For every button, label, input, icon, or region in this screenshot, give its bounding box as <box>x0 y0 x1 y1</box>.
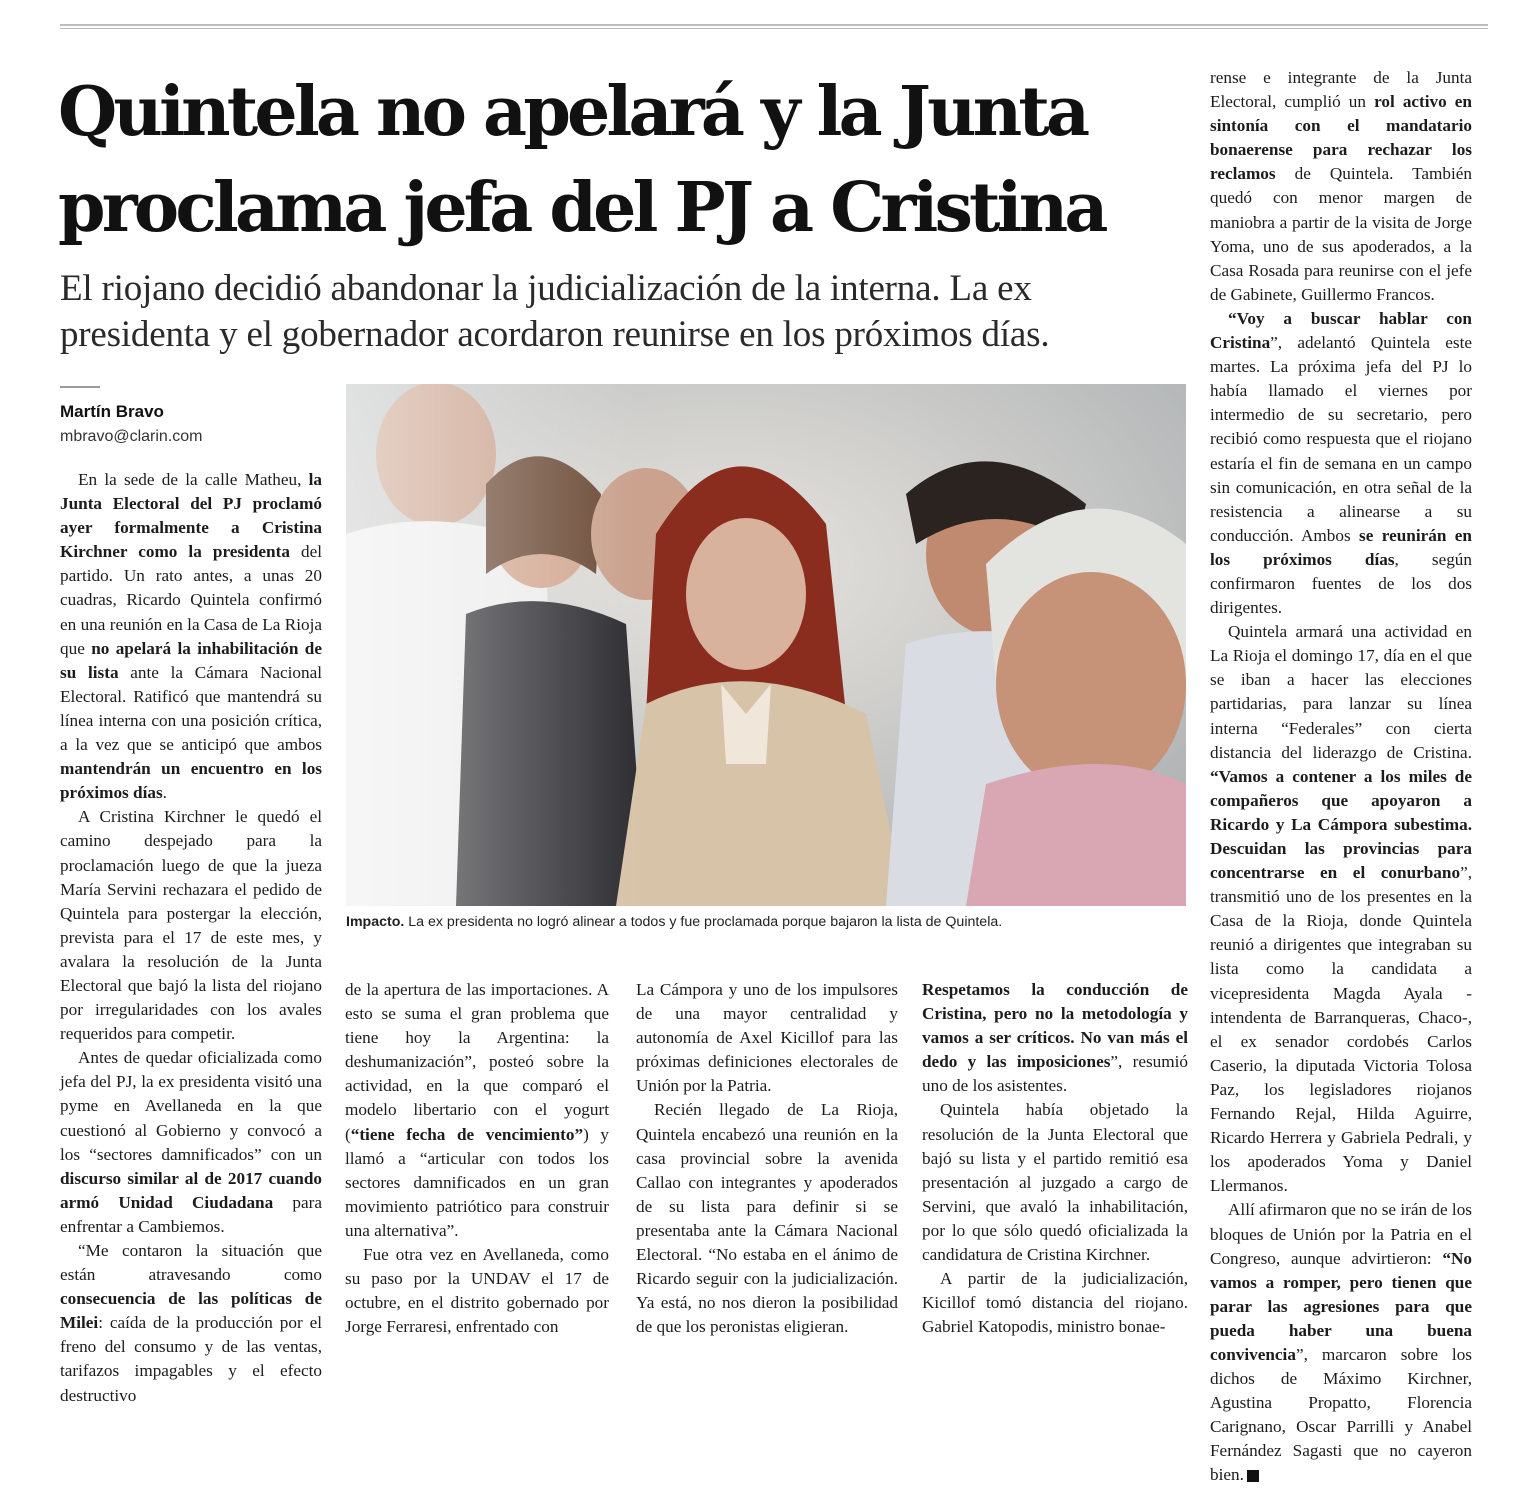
headline-line-2: proclama jefa del PJ a Cristina <box>58 168 1105 248</box>
column-4 <box>922 978 1188 1339</box>
subhead-line-1: El riojano decidió abandonar la judicialización de la interna. La ex <box>60 268 1032 309</box>
article-photo <box>346 384 1186 906</box>
paragraph: En la sede de la calle Matheu, la Junta Electoral del PJ proclamó ayer formalmente a Cristina Kirchner como la presidenta del partido. Un rato antes, a unas 20 cuadras, Ricardo Quintela confirmó en una reunión en la Casa de La Rioja que no apelará la inhabilitación de su lista ante la Cámara Nacional Electoral. Ratificó que mantendrá su línea interna con una posición crítica, a la vez que se anticipó que ambos mantendrán un encuentro en los próximos días. <box>60 470 322 803</box>
author-email: mbravo@clarin.com <box>60 428 203 445</box>
paragraph: Quintela armará una actividad en La Rioja el domingo 17, día en el que se iban a hacer las elecciones partidarias, para lanzar su línea interna “Federales” con cierta distancia del liderazgo de Cristina. “Vamos a contener a los miles de compañeros que apoyaron a Ricardo y La Cámpora subestima. Descuidan las provincias para concentrarse en el conurbano”, transmitió uno de los presentes en la Casa de la Rioja, donde Quintela reunió a dirigentes que integraban su lista como la candidata a vicepresidenta Magda Ayala -intendenta de Barranqueras, Chaco-, el ex senador cordobés Carlos Caserio, la diputada Victoria Tolosa Paz, los legisladores riojanos Fernando Rejal, Hilda Aguirre, Ricardo Herrera y Gabriela Pedrali, y los apoderados Yoma y Daniel Llermanos. <box>1210 622 1472 1196</box>
subhead-line-2: presidenta y el gobernador acordaron reunirse en los próximos días. <box>60 314 1050 355</box>
caption-text: La ex presidenta no logró alinear a todos y fue proclamada porque bajaron la lista de Quintela. <box>404 914 1003 930</box>
paragraph: A Cristina Kirchner le quedó el camino despejado para la proclamación luego de que la jueza María Servini rechazara el pedido de Quintela para postergar la elección, prevista para el 17 de este mes, y avalara la resolución de la Junta Electoral que bajó la lista del riojano por irregularidades con los avales requeridos para competir. <box>60 807 322 1044</box>
column-1 <box>60 468 322 1408</box>
headline-line-1: Quintela no apelará y la Junta <box>58 72 1087 152</box>
column-5 <box>1210 66 1472 1488</box>
headline <box>58 64 1198 256</box>
column-2 <box>345 978 609 1339</box>
paragraph: “Voy a buscar hablar con Cristina”, adelantó Quintela este martes. La próxima jefa del PJ lo había llamado el viernes por intermedio de su secretario, pero recibió como respuesta que el riojano estaría el fin de semana en un campo sin comunicación, en otra señal de la resistencia a alinearse a su conducción. Ambos se reunirán en los próximos días, según confirmaron fuentes de los dos dirigentes. <box>1210 308 1472 618</box>
paragraph: La Cámpora y uno de los impulsores de una mayor centralidad y autonomía de Axel Kicillof para las próximas definiciones electorales de Unión por la Patria. <box>636 980 898 1096</box>
author-name: Martín Bravo <box>60 402 164 421</box>
photo-caption <box>346 912 1188 932</box>
paragraph: Respetamos la conducción de Cristina, pero no la metodología y vamos a ser críticos. No van más el dedo y las imposiciones”, resumió uno de los asistentes. <box>922 980 1188 1096</box>
paragraph: A partir de la judicialización, Kicillof tomó distancia del riojano. Gabriel Katopodis, ministro bonae- <box>922 1269 1188 1337</box>
top-rule <box>60 24 1488 29</box>
paragraph: de la apertura de las importaciones. A esto se suma el gran problema que tiene hoy la Argentina: la deshumanización”, posteó sobre la actividad, en la que comparó el modelo libertario con el yogurt (“tiene fecha de vencimiento”) y llamó a “articular con todos los sectores damnificados en un gran movimiento patriótico para construir una alternativa”. <box>345 980 609 1240</box>
paragraph: Recién llegado de La Rioja, Quintela encabezó una reunión en la casa provincial sobre la avenida Callao con integrantes y apoderados de su lista para definir si se presentaba ante la Cámara Nacional Electoral. “No estaba en el ánimo de Ricardo seguir con la judicialización. Ya está, no nos dieron la posibilidad de que los peronistas eligieran. <box>636 1100 898 1337</box>
caption-label: Impacto. <box>346 914 405 930</box>
paragraph: “Me contaron la situación que están atravesando como consecuencia de las políticas de Milei: caída de la producción por el freno del consumo y de las ventas, tarifazos impagables y el efecto destructivo <box>60 1241 322 1405</box>
paragraph: Quintela había objetado la resolución de la Junta Electoral que bajó su lista y el partido remitió esa presentación al juzgado a cargo de Servini, que avaló la inhabilitación, por lo que sólo quedó oficializada la candidatura de Cristina Kirchner. <box>922 1100 1188 1265</box>
end-of-article-mark <box>1247 1470 1259 1482</box>
byline-divider <box>60 386 100 388</box>
paragraph: rense e integrante de la Junta Electoral, cumplió un rol activo en sintonía con el mandatario bonaerense para rechazar los reclamos de Quintela. También quedó con menor margen de maniobra a partir de la visita de Jorge Yoma, uno de sus apoderados, a la Casa Rosada para reunirse con el jefe de Gabinete, Guillermo Francos. <box>1210 68 1472 304</box>
subheadline <box>60 266 1180 358</box>
paragraph: Antes de quedar oficializada como jefa del PJ, la ex presidenta visitó una pyme en Avellaneda en la que cuestionó al Gobierno y convocó a los “sectores damnificados” con un discurso similar al de 2017 cuando armó Unidad Ciudadana para enfrentar a Cambiemos. <box>60 1048 323 1236</box>
column-3 <box>636 978 898 1339</box>
paragraph: Fue otra vez en Avellaneda, como su paso por la UNDAV el 17 de octubre, en el distrito gobernado por Jorge Ferraresi, enfrentado con <box>345 1245 609 1337</box>
photo-illustration <box>346 384 1186 906</box>
paragraph: Allí afirmaron que no se irán de los bloques de Unión por la Patria en el Congreso, aunque advirtieron: “No vamos a romper, pero tienen que parar las agresiones para que pueda haber una buena convivencia”, marcaron sobre los dichos de Máximo Kirchner, Agustina Propatto, Florencia Carignano, Oscar Parrilli y Anabel Fernández Sagasti que no cayeron bien. <box>1210 1200 1472 1485</box>
